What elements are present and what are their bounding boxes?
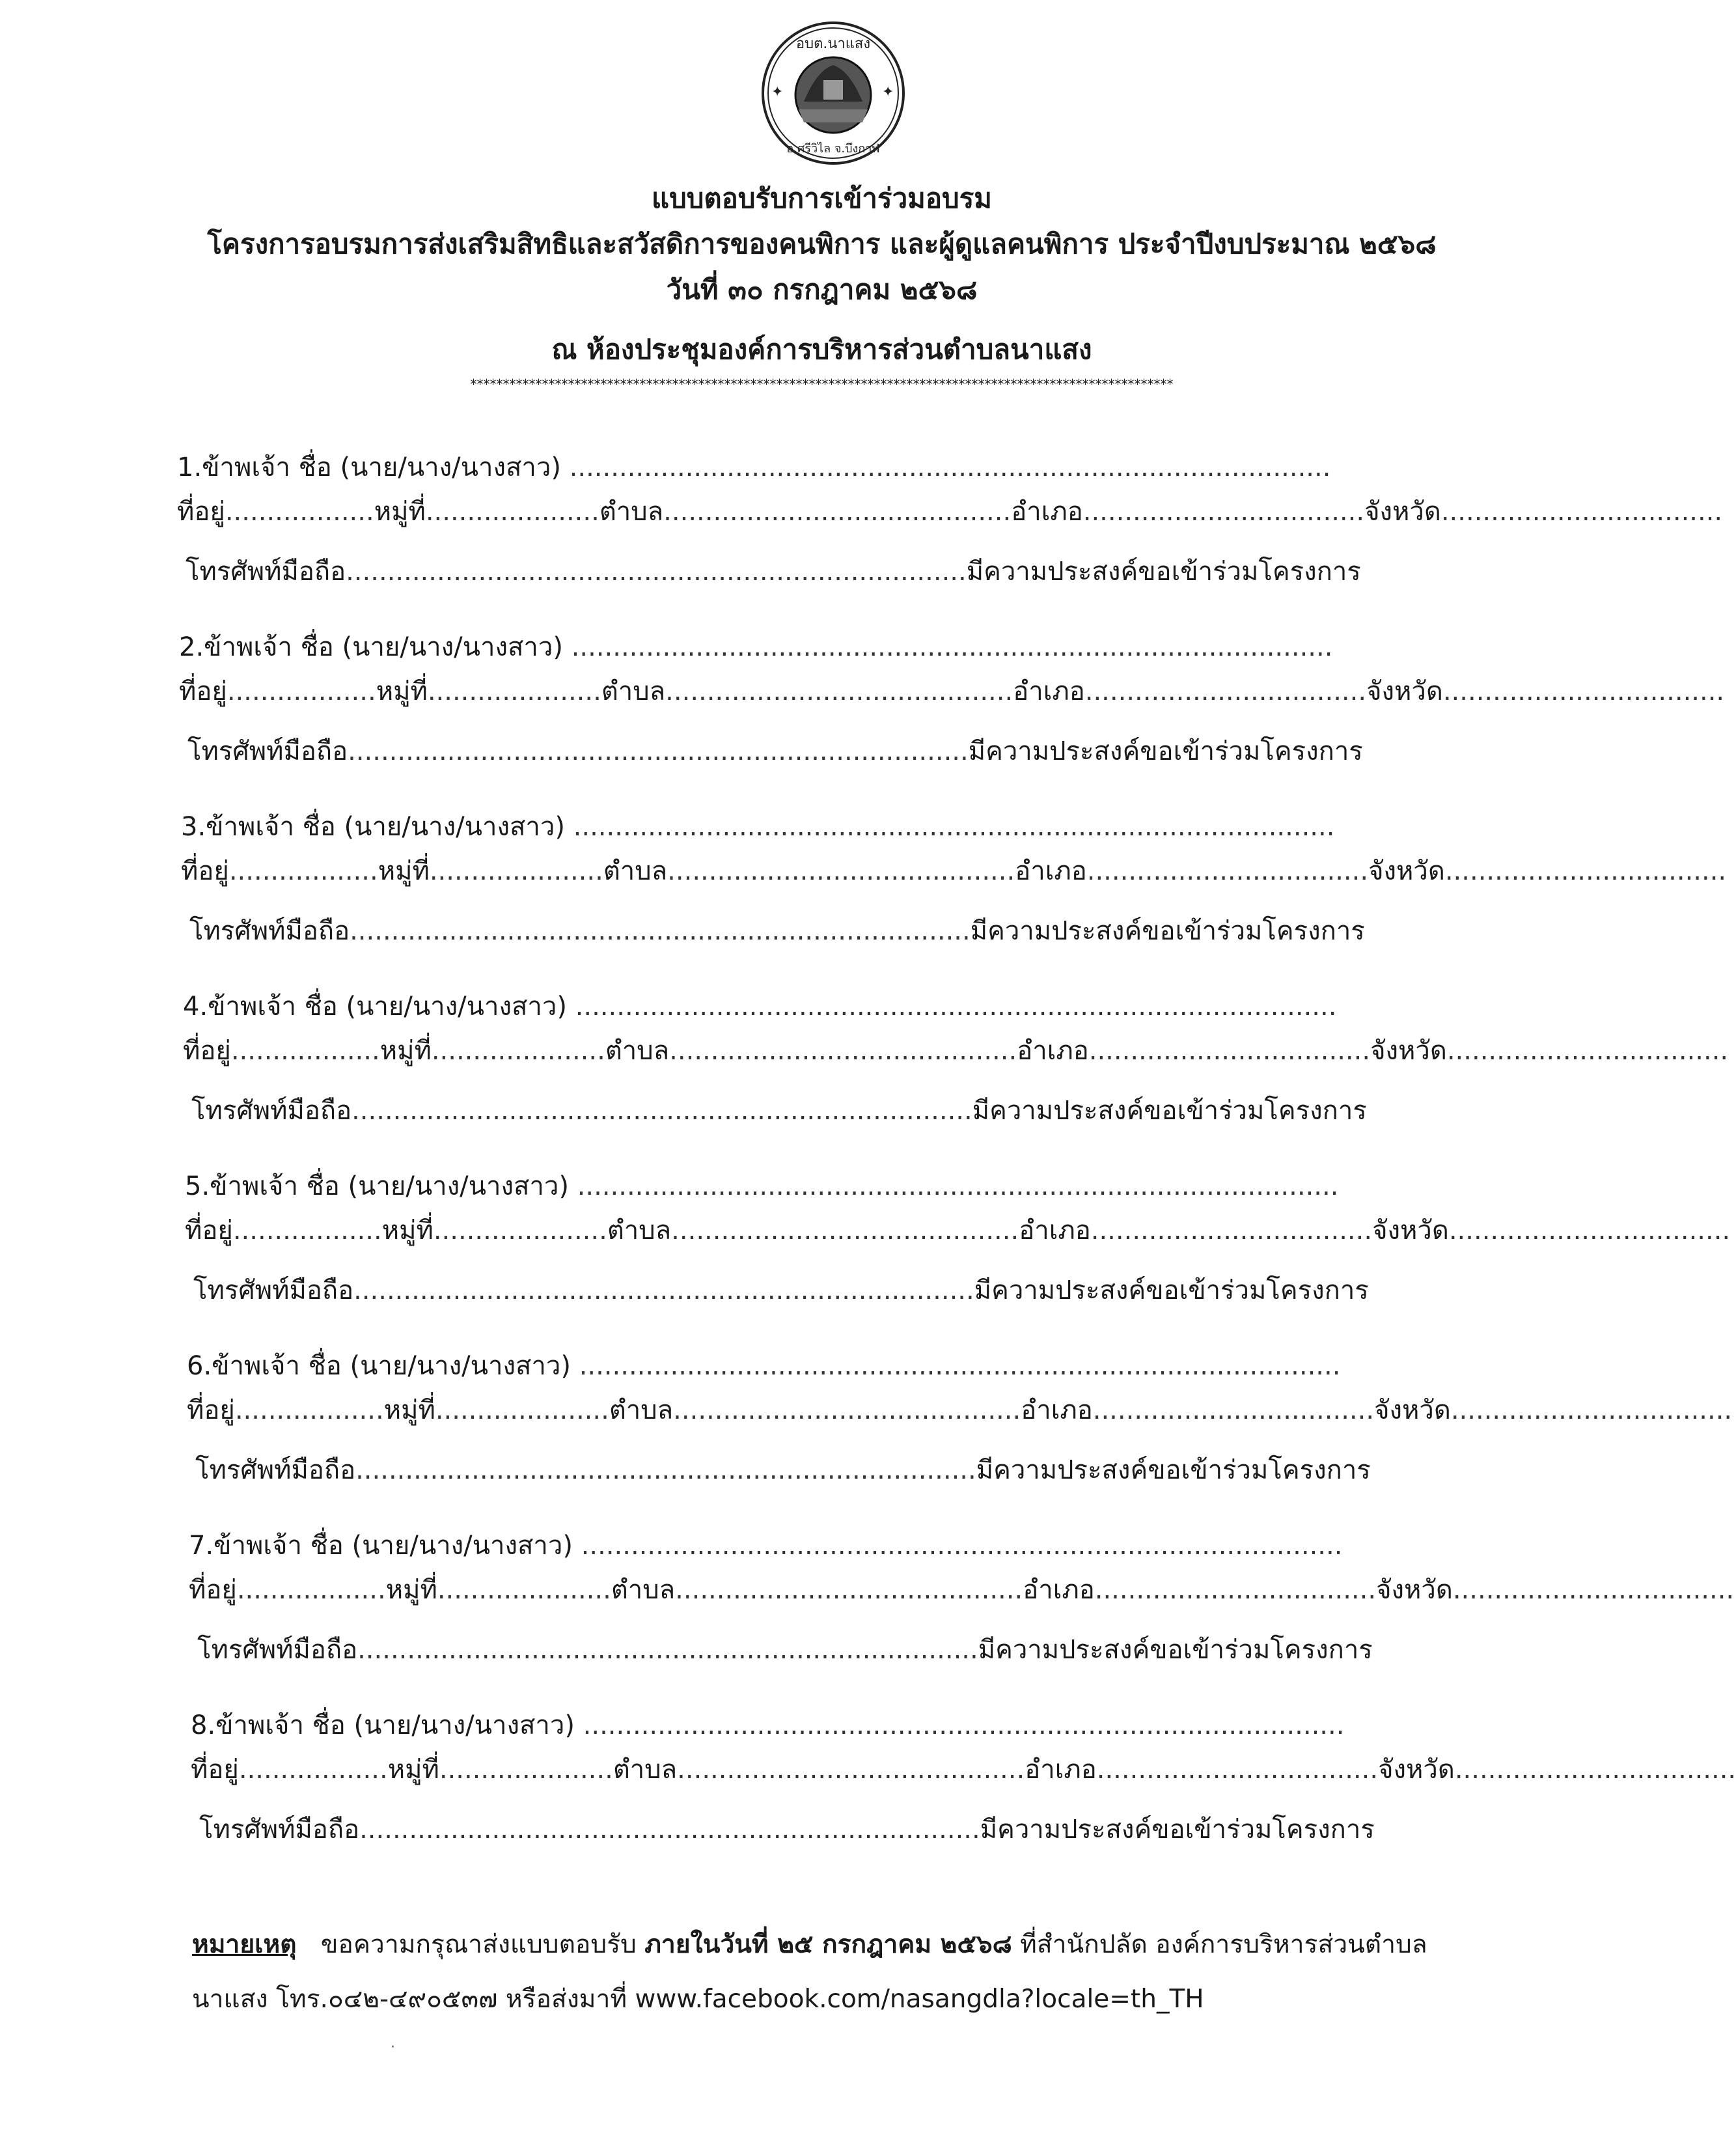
entry-phone-row: [197, 1632, 1373, 1668]
event-date: วันที่ ๓๐ กรกฎาคม ๒๕๖๘: [666, 273, 978, 305]
name-field[interactable]: ............................................................................................: [579, 1351, 1341, 1381]
intent-text: มีความประสงค์ขอเข้าร่วมโครงการ: [980, 1815, 1375, 1845]
name-label: ข้าพเจ้า ชื่อ (นาย/นาง/นางสาว): [212, 1351, 571, 1381]
province-field[interactable]: ..................................: [1452, 1575, 1735, 1605]
phone-field[interactable]: ...........................................................................: [348, 736, 969, 766]
entry-phone-row: [193, 1272, 1369, 1309]
seal-bottom-text: อ.ศรีวิไล จ.บึงกาฬ: [786, 142, 880, 156]
star-divider: ************************************************************************************************************: [470, 376, 1174, 392]
amphoe-label: อำเภอ: [1023, 1575, 1095, 1605]
address-label: ที่อยู่: [189, 1575, 237, 1605]
moo-label: หมู่ที่: [381, 1216, 434, 1246]
phone-field[interactable]: ...........................................................................: [359, 1815, 980, 1845]
name-field[interactable]: ............................................................................................: [583, 1710, 1345, 1740]
phone-field[interactable]: ...........................................................................: [346, 557, 967, 587]
entry-number: 5.: [185, 1171, 210, 1201]
province-label: จังหวัด: [1366, 676, 1443, 706]
amphoe-label: อำเภอ: [1025, 1755, 1097, 1785]
tambon-label: ตำบล: [603, 856, 668, 886]
phone-label: โทรศัพท์มือถือ: [191, 1096, 352, 1126]
address-field[interactable]: ..................: [230, 1036, 380, 1066]
name-field[interactable]: ............................................................................................: [575, 992, 1337, 1022]
province-field[interactable]: ..................................: [1440, 497, 1723, 527]
entry-phone-row: [195, 1452, 1371, 1488]
entry-number: 2.: [179, 632, 204, 662]
moo-field[interactable]: .....................: [429, 856, 603, 886]
address-label: ที่อยู่: [179, 676, 227, 706]
address-field[interactable]: ..................: [236, 1575, 386, 1605]
name-field[interactable]: ............................................................................................: [571, 632, 1333, 662]
tambon-label: ตำบล: [609, 1395, 674, 1425]
tambon-field[interactable]: ..........................................: [667, 856, 1015, 886]
intent-text: มีความประสงค์ขอเข้าร่วมโครงการ: [974, 1276, 1369, 1305]
svg-text:✦: ✦: [882, 84, 894, 100]
intent-text: มีความประสงค์ขอเข้าร่วมโครงการ: [976, 1455, 1371, 1485]
province-label: จังหวัด: [1372, 1216, 1449, 1246]
amphoe-field[interactable]: ..................................: [1090, 1216, 1373, 1246]
amphoe-field[interactable]: ..................................: [1088, 1036, 1371, 1066]
entry-name-row: [179, 629, 1332, 665]
tambon-label: ตำบล: [613, 1755, 678, 1785]
address-label: ที่อยู่: [181, 856, 229, 886]
moo-label: หมู่ที่: [378, 856, 430, 886]
entry-name-row: [181, 809, 1334, 845]
entry-number: 4.: [183, 992, 208, 1022]
tambon-field[interactable]: ..........................................: [673, 1395, 1021, 1425]
amphoe-field[interactable]: ..................................: [1096, 1755, 1379, 1785]
province-field[interactable]: ..................................: [1446, 1036, 1729, 1066]
note-line-2: นาแสง โทร.๐๔๒-๔๙๐๕๓๗ หรือส่งมาที่ www.facebook.com/nasangdla?locale=th_TH: [192, 1985, 1204, 2014]
amphoe-field[interactable]: ..................................: [1086, 856, 1369, 886]
note-label: หมายเหตุ: [192, 1930, 297, 1959]
svg-text:✦: ✦: [771, 84, 784, 100]
moo-label: หมู่ที่: [385, 1575, 437, 1605]
amphoe-field[interactable]: ..................................: [1084, 676, 1367, 706]
entry-number: 1.: [177, 453, 202, 482]
moo-field[interactable]: .....................: [433, 1216, 607, 1246]
event-venue: ณ ห้องประชุมองค์การบริหารส่วนตำบลนาแสง: [551, 333, 1092, 365]
phone-field[interactable]: ...........................................................................: [351, 1096, 972, 1126]
phone-label: โทรศัพท์มือถือ: [195, 1455, 356, 1485]
name-label: ข้าพเจ้า ชื่อ (นาย/นาง/นางสาว): [215, 1710, 575, 1740]
phone-label: โทรศัพท์มือถือ: [189, 916, 350, 946]
name-field[interactable]: ............................................................................................: [573, 812, 1335, 842]
province-label: จังหวัด: [1376, 1575, 1453, 1605]
entry-address-row: [181, 853, 1726, 889]
address-label: ที่อยู่: [187, 1395, 235, 1425]
seal-top-text: อบต.นาแสง: [795, 36, 871, 52]
moo-field[interactable]: .....................: [437, 1575, 611, 1605]
amphoe-label: อำเภอ: [1015, 856, 1087, 886]
entry-address-row: [177, 494, 1722, 530]
address-field[interactable]: ..................: [232, 1216, 382, 1246]
entry-address-row: [191, 1751, 1736, 1788]
phone-field[interactable]: ...........................................................................: [350, 916, 971, 946]
province-label: จังหวัด: [1378, 1755, 1455, 1785]
moo-label: หมู่ที่: [379, 1036, 432, 1066]
tambon-label: ตำบล: [605, 1036, 670, 1066]
phone-field[interactable]: ...........................................................................: [353, 1276, 974, 1305]
name-label: ข้าพเจ้า ชื่อ (นาย/นาง/นางสาว): [206, 812, 565, 842]
amphoe-label: อำเภอ: [1019, 1216, 1091, 1246]
entry-phone-row: [199, 1811, 1375, 1848]
tambon-field[interactable]: ..........................................: [665, 676, 1013, 706]
address-field[interactable]: ..................: [228, 856, 378, 886]
amphoe-field[interactable]: ..................................: [1094, 1575, 1377, 1605]
tambon-field[interactable]: ..........................................: [663, 497, 1012, 527]
address-label: ที่อยู่: [191, 1755, 239, 1785]
entry-name-row: [183, 988, 1336, 1025]
name-field[interactable]: ............................................................................................: [577, 1171, 1339, 1201]
entry-number: 6.: [187, 1351, 212, 1381]
amphoe-field[interactable]: ..................................: [1092, 1395, 1375, 1425]
entry-address-row: [183, 1033, 1728, 1069]
province-field[interactable]: ..................................: [1454, 1755, 1736, 1785]
entry-phone-row: [187, 733, 1363, 770]
amphoe-field[interactable]: ..................................: [1082, 497, 1365, 527]
amphoe-label: อำเภอ: [1013, 676, 1085, 706]
entry-name-row: [187, 1348, 1340, 1384]
entry-name-row: [189, 1527, 1342, 1564]
address-label: ที่อยู่: [183, 1036, 231, 1066]
province-field[interactable]: ..................................: [1450, 1395, 1733, 1425]
tambon-field[interactable]: ..........................................: [671, 1216, 1019, 1246]
form-header: [0, 176, 1644, 392]
entry-address-row: [179, 673, 1724, 710]
moo-field[interactable]: .....................: [431, 1036, 605, 1066]
entry-number: 8.: [191, 1710, 216, 1740]
entry-name-row: [177, 449, 1330, 486]
entry-address-row: [189, 1572, 1734, 1608]
form-title: แบบตอบรับการเข้าร่วมอบรม: [652, 182, 992, 214]
province-label: จังหวัด: [1368, 856, 1445, 886]
phone-label: โทรศัพท์มือถือ: [197, 1635, 358, 1665]
phone-field[interactable]: ...........................................................................: [357, 1635, 978, 1665]
entry-number: 7.: [189, 1531, 214, 1561]
entry-address-row: [187, 1392, 1732, 1429]
note-line-1: [192, 1917, 1526, 1972]
note-text-2: ที่สำนักปลัด องค์การบริหารส่วนตำบล: [1020, 1930, 1427, 1959]
tambon-label: ตำบล: [599, 497, 664, 527]
moo-label: หมู่ที่: [387, 1755, 439, 1785]
intent-text: มีความประสงค์ขอเข้าร่วมโครงการ: [966, 557, 1361, 587]
intent-text: มีความประสงค์ขอเข้าร่วมโครงการ: [968, 736, 1363, 766]
moo-label: หมู่ที่: [374, 497, 426, 527]
tambon-field[interactable]: ..........................................: [675, 1575, 1023, 1605]
footer-note: [192, 1917, 1526, 2027]
address-label: ที่อยู่: [185, 1216, 233, 1246]
phone-label: โทรศัพท์มือถือ: [193, 1276, 354, 1305]
phone-label: โทรศัพท์มือถือ: [199, 1815, 360, 1845]
moo-field[interactable]: .....................: [435, 1395, 609, 1425]
moo-field[interactable]: .....................: [427, 676, 601, 706]
moo-label: หมู่ที่: [383, 1395, 435, 1425]
entry-name-row: [191, 1707, 1344, 1744]
moo-label: หมู่ที่: [376, 676, 428, 706]
phone-label: โทรศัพท์มือถือ: [187, 736, 348, 766]
project-title: โครงการอบรมการส่งเสริมสิทธิและสวัสดิการของคนพิการ และผู้ดูแลคนพิการ ประจำปีงบประมาณ ๒๕๖๘: [207, 228, 1437, 260]
note-deadline: ภายในวันที่ ๒๕ กรกฎาคม ๒๕๖๘: [644, 1930, 1012, 1959]
amphoe-label: อำเภอ: [1021, 1395, 1093, 1425]
province-field[interactable]: ..................................: [1442, 676, 1725, 706]
province-label: จังหวัด: [1370, 1036, 1447, 1066]
moo-field[interactable]: .....................: [425, 497, 599, 527]
address-label: ที่อยู่: [177, 497, 225, 527]
organization-seal: [758, 18, 908, 168]
moo-field[interactable]: .....................: [439, 1755, 613, 1785]
entry-phone-row: [191, 1093, 1367, 1129]
entry-name-row: [185, 1168, 1338, 1205]
note-text-1: ขอความกรุณาส่งแบบตอบรับ: [320, 1930, 637, 1959]
amphoe-label: อำเภอ: [1017, 1036, 1089, 1066]
name-label: ข้าพเจ้า ชื่อ (นาย/นาง/นางสาว): [214, 1531, 573, 1561]
address-field[interactable]: ..................: [234, 1395, 384, 1425]
name-label: ข้าพเจ้า ชื่อ (นาย/นาง/นางสาว): [208, 992, 567, 1022]
amphoe-label: อำเภอ: [1011, 497, 1083, 527]
tambon-label: ตำบล: [607, 1216, 672, 1246]
name-field[interactable]: ............................................................................................: [569, 453, 1331, 482]
intent-text: มีความประสงค์ขอเข้าร่วมโครงการ: [978, 1635, 1373, 1665]
intent-text: มีความประสงค์ขอเข้าร่วมโครงการ: [970, 916, 1365, 946]
name-label: ข้าพเจ้า ชื่อ (นาย/นาง/นางสาว): [204, 632, 563, 662]
name-label: ข้าพเจ้า ชื่อ (นาย/นาง/นางสาว): [210, 1171, 569, 1201]
scan-speck: ·: [391, 2039, 395, 2056]
address-field[interactable]: ..................: [225, 497, 374, 527]
province-label: จังหวัด: [1364, 497, 1441, 527]
tambon-field[interactable]: ..........................................: [669, 1036, 1017, 1066]
province-label: จังหวัด: [1374, 1395, 1451, 1425]
province-field[interactable]: ..................................: [1448, 1216, 1731, 1246]
tambon-field[interactable]: ..........................................: [677, 1755, 1025, 1785]
entry-phone-row: [186, 553, 1361, 590]
phone-field[interactable]: ...........................................................................: [355, 1455, 976, 1485]
name-label: ข้าพเจ้า ชื่อ (นาย/นาง/นางสาว): [202, 453, 561, 482]
province-field[interactable]: ..................................: [1444, 856, 1727, 886]
entry-address-row: [185, 1212, 1730, 1249]
phone-label: โทรศัพท์มือถือ: [186, 557, 346, 587]
entry-number: 3.: [181, 812, 206, 842]
tambon-label: ตำบล: [601, 676, 666, 706]
intent-text: มีความประสงค์ขอเข้าร่วมโครงการ: [972, 1096, 1367, 1126]
address-field[interactable]: ..................: [238, 1755, 388, 1785]
name-field[interactable]: ............................................................................................: [581, 1531, 1343, 1561]
address-field[interactable]: ..................: [227, 676, 376, 706]
entry-phone-row: [189, 913, 1365, 949]
tambon-label: ตำบล: [611, 1575, 676, 1605]
